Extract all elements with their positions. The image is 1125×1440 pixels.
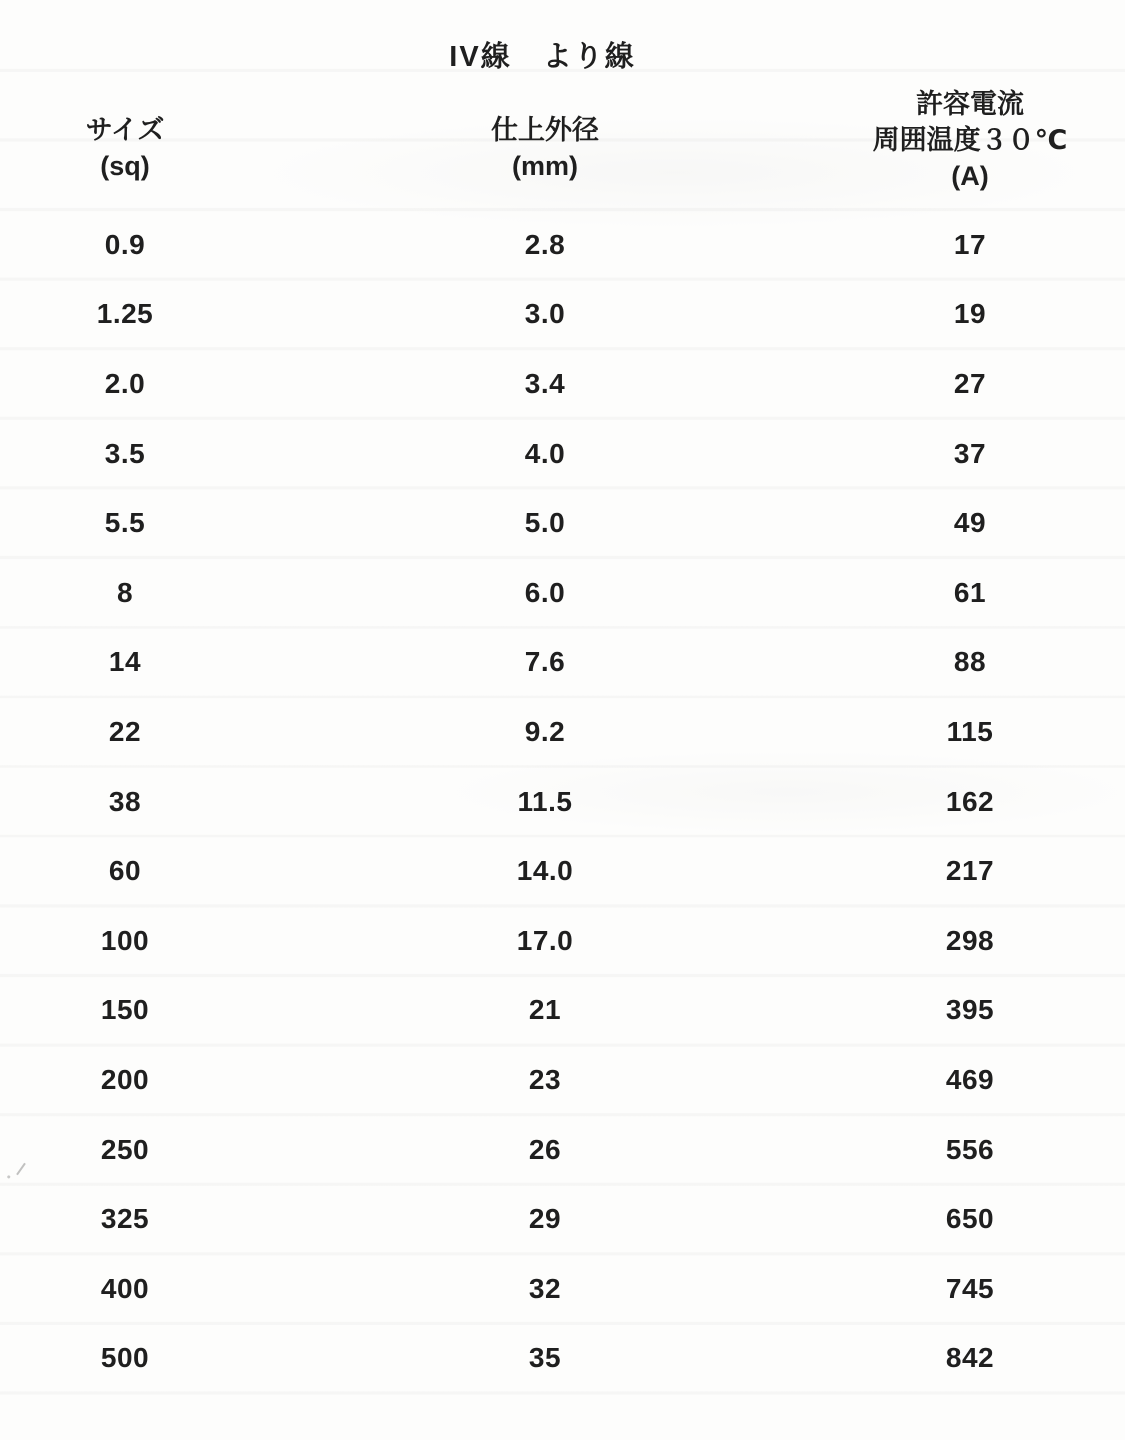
cell-size: 500 (100, 1342, 150, 1374)
column-header-size-line2: (sq) (100, 151, 150, 181)
cell-size: 2.0 (104, 367, 146, 399)
cell-size: 22 (108, 715, 142, 747)
cell-allowable-current: 27 (953, 367, 987, 399)
cell-allowable-current: 88 (953, 646, 987, 678)
table-row (0, 210, 1125, 280)
table-row (0, 1045, 1125, 1115)
cell-size: 325 (100, 1203, 150, 1235)
cell-outer-diameter: 35 (528, 1342, 562, 1374)
cell-size: 400 (100, 1272, 150, 1304)
cell-size: 5.5 (104, 507, 146, 539)
column-header-outer-diameter-line2: (mm) (512, 151, 578, 181)
cell-size: 3.5 (104, 437, 146, 469)
table-row (0, 767, 1125, 837)
cell-allowable-current: 650 (945, 1203, 995, 1235)
table-row (0, 558, 1125, 628)
cell-allowable-current: 115 (946, 715, 994, 747)
table-row (0, 628, 1125, 698)
table-row (0, 349, 1125, 419)
table-row (0, 280, 1125, 350)
column-header-size-line1: サイズ (85, 115, 165, 145)
cell-allowable-current: 298 (945, 924, 995, 956)
cell-outer-diameter: 3.4 (524, 367, 566, 399)
cell-size: 250 (100, 1133, 150, 1165)
column-header-outer-diameter (250, 86, 840, 194)
cell-size: 38 (108, 785, 142, 817)
column-header-allowable-current-line3: (A) (951, 161, 989, 191)
table-row (0, 1184, 1125, 1254)
cell-outer-diameter: 2.8 (524, 228, 566, 260)
cell-allowable-current: 162 (945, 785, 995, 817)
cell-outer-diameter: 32 (528, 1272, 562, 1304)
cell-allowable-current: 395 (945, 994, 995, 1026)
cell-outer-diameter: 26 (528, 1133, 562, 1165)
cell-allowable-current: 37 (953, 437, 987, 469)
table-header-row (0, 86, 1125, 194)
cell-allowable-current: 19 (953, 298, 987, 330)
column-header-size (0, 86, 250, 194)
cell-allowable-current: 49 (953, 507, 987, 539)
cell-outer-diameter: 5.0 (524, 507, 566, 539)
table-row (0, 976, 1125, 1046)
cell-allowable-current: 17 (953, 228, 987, 260)
cell-outer-diameter: 3.0 (524, 298, 566, 330)
cell-size: 60 (108, 855, 142, 887)
column-header-allowable-current-line1: 許容電流 (916, 89, 1024, 119)
cell-size: 200 (100, 1063, 150, 1095)
table-row (0, 1254, 1125, 1324)
table-row (0, 697, 1125, 767)
cell-allowable-current: 61 (953, 576, 987, 608)
column-header-allowable-current (840, 86, 1100, 194)
table-row (0, 488, 1125, 558)
column-header-allowable-current-line2: 周囲温度３０℃ (872, 125, 1068, 155)
cell-outer-diameter: 14.0 (516, 855, 574, 887)
cell-outer-diameter: 29 (528, 1203, 562, 1235)
table-row (0, 906, 1125, 976)
table-row (0, 1115, 1125, 1185)
cell-size: 8 (116, 576, 134, 608)
cell-allowable-current: 217 (945, 855, 995, 887)
cell-outer-diameter: 7.6 (524, 646, 566, 678)
cell-size: 14 (108, 646, 142, 678)
cell-size: 100 (100, 924, 150, 956)
cell-outer-diameter: 21 (528, 994, 562, 1026)
table-row (0, 836, 1125, 906)
cell-outer-diameter: 17.0 (516, 924, 574, 956)
cell-outer-diameter: 6.0 (524, 576, 566, 608)
table-row (0, 1324, 1125, 1394)
table-body (0, 210, 1125, 1393)
cell-size: 1.25 (96, 298, 154, 330)
table-row (0, 419, 1125, 489)
cell-outer-diameter: 23 (528, 1063, 562, 1095)
cell-allowable-current: 469 (945, 1063, 995, 1095)
document-title: IV線 より線 (449, 41, 636, 73)
cell-outer-diameter: 11.5 (517, 785, 573, 817)
cell-size: 0.9 (104, 228, 146, 260)
cell-allowable-current: 745 (945, 1272, 995, 1304)
cell-allowable-current: 842 (945, 1342, 995, 1374)
cell-outer-diameter: 4.0 (524, 437, 566, 469)
cell-size: 150 (100, 994, 150, 1026)
cell-outer-diameter: 9.2 (524, 715, 566, 747)
column-header-outer-diameter-line1: 仕上外径 (491, 115, 599, 145)
cell-allowable-current: 556 (945, 1133, 995, 1165)
